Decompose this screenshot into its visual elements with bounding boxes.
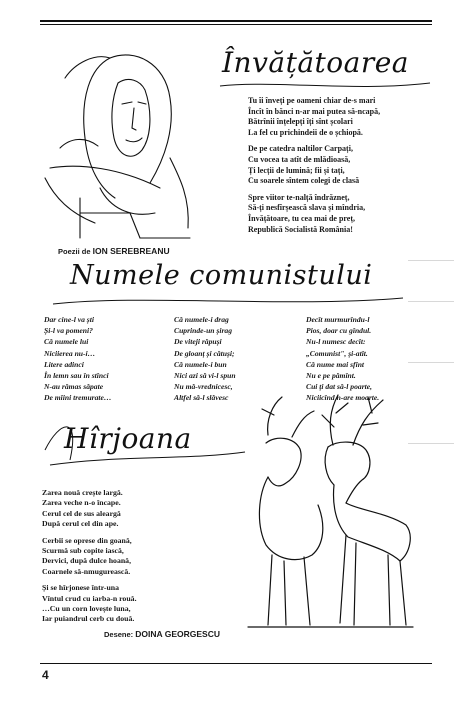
poem2-title: Numele comunistului: [70, 260, 373, 291]
author-credit: [58, 246, 170, 256]
poem1-line: Ți lecții de lumină; fii și tați,: [248, 165, 345, 175]
poem3-line: Și se hîrjonese într-una: [42, 583, 120, 593]
poem2-line: Decît murmurîndu-l: [306, 315, 370, 324]
poem1-line: Spre viitor te-nalță îndrăzneț,: [248, 192, 350, 202]
poem2-line: Și-l va pomeni?: [44, 326, 93, 336]
poem3-body: [42, 488, 137, 631]
poem2-line: Nici azi să vi-l spun: [174, 371, 236, 381]
poem3-line: Cerbii se oprese din goană,: [42, 535, 132, 545]
poem1-body: [248, 96, 380, 241]
poem1-line: Învățătoare, tu cea mai de preț,: [248, 213, 356, 223]
poem2-line: Nu-l numesc decît:: [306, 337, 366, 347]
poem2-line: Niciicînd n-are moarte.: [306, 393, 380, 403]
poem3-stanza: [42, 488, 137, 530]
poem2-line: De mîini tremurate…: [44, 393, 112, 403]
poem1-stanza: [248, 96, 380, 138]
poem2-line: În lemn sau în stînci: [44, 371, 109, 381]
poem1-line: De pe catedra naltilor Carpați,: [248, 144, 353, 154]
title-flourish: [40, 410, 250, 470]
poem2-line: Nu e pe pămînt.: [306, 371, 356, 381]
poem1-line: Cu soarele sîntem colegi de clasă: [248, 176, 360, 186]
poem2-line: Dar cine-l va ști: [44, 315, 94, 324]
page-number: 4: [42, 668, 49, 682]
poem2-line: Nu mă-vrednicesc,: [174, 382, 233, 392]
top-rule: [40, 20, 432, 22]
poem3-line: Vîntul crud cu iarba-n rouă.: [42, 593, 137, 603]
poem3-line: Iar puiandrul cerb cu două.: [42, 614, 135, 624]
author-credit-name: ION SEREBREANU: [92, 246, 170, 256]
poem2-line: Altfel să-l slăvesc: [174, 393, 229, 403]
poem2-line: De viteji răpuși: [174, 337, 222, 347]
poem1-line: Încît în bănci n-ar mai putea să-ncapă,: [248, 106, 381, 116]
deer-illustration: [238, 385, 418, 640]
woman-portrait-illustration: [40, 38, 205, 243]
illustration-credit-prefix: Desene:: [104, 630, 134, 639]
poem2-line: Cuprinde-un șirag: [174, 326, 233, 336]
title-flourish: [48, 290, 408, 310]
poem3-stanza: [42, 583, 137, 625]
poem2-column: [44, 314, 112, 404]
poem1-title: Învățătoarea: [222, 46, 410, 79]
poem3-line: Scurmă sub copite iască,: [42, 546, 124, 556]
poem3-line: …Cu un corn lovește luna,: [42, 604, 131, 614]
poem2-line: De gloanț și cătuși;: [174, 348, 235, 358]
poem2-line: N-au rămas săpate: [44, 382, 104, 392]
poem2-line: Că numele lui: [44, 337, 89, 347]
poem1-line: La fel cu prichindeii de o șchiopă.: [248, 127, 363, 137]
poem3-line: Zarea nouă crește largă.: [42, 488, 123, 497]
author-credit-prefix: Poezii de: [58, 247, 91, 256]
title-flourish: [215, 78, 435, 92]
top-rule-thin: [40, 24, 432, 25]
poem1-line: Tu îi înveți pe oameni chiar de-s mari: [248, 96, 376, 105]
illustration-credit-name: DOINA GEORGESCU: [135, 629, 220, 639]
illustration-credit: [104, 629, 220, 639]
poem2-line: Niciierea nu-i…: [44, 348, 96, 358]
poem3-line: Dervici, după dulce hoană,: [42, 556, 132, 566]
poem1-line: Cu vocea ta atît de mlădioasă,: [248, 154, 351, 164]
poem2-line: Pios, doar cu gîndul.: [306, 326, 372, 336]
poem3-line: După cerul cel din ape.: [42, 519, 119, 529]
poem2-line: Că numele-i drag: [174, 315, 229, 324]
bottom-rule: [40, 663, 432, 664]
poem2-line: „Comunist", și-atît.: [306, 348, 368, 358]
poem3-title: Hîrjoana: [64, 422, 192, 455]
poem2-line: Că numele-i bun: [174, 359, 227, 369]
poem1-line: Republică Socialistă România!: [248, 224, 353, 234]
poem3-line: Zarea veche n-o încape.: [42, 498, 121, 508]
poem1-stanza: [248, 193, 380, 235]
poem2-line: Că nume mai sfînt: [306, 359, 365, 369]
poem2-line: Cui ți dat să-l poarte,: [306, 382, 373, 392]
poem3-line: Coarnele să-nmugurească.: [42, 566, 131, 576]
poem2-line: Litere adinci: [44, 359, 84, 369]
poem2-column: [174, 314, 236, 404]
poem3-stanza: [42, 536, 137, 578]
poem1-stanza: [248, 144, 380, 186]
poem3-line: Cerul cel de sus aleargă: [42, 508, 121, 518]
poem1-line: Să-ți nesfîrșească slava și mîndria,: [248, 203, 366, 213]
poem1-line: Bătrînii înțelepți îți sînt școlari: [248, 117, 353, 127]
